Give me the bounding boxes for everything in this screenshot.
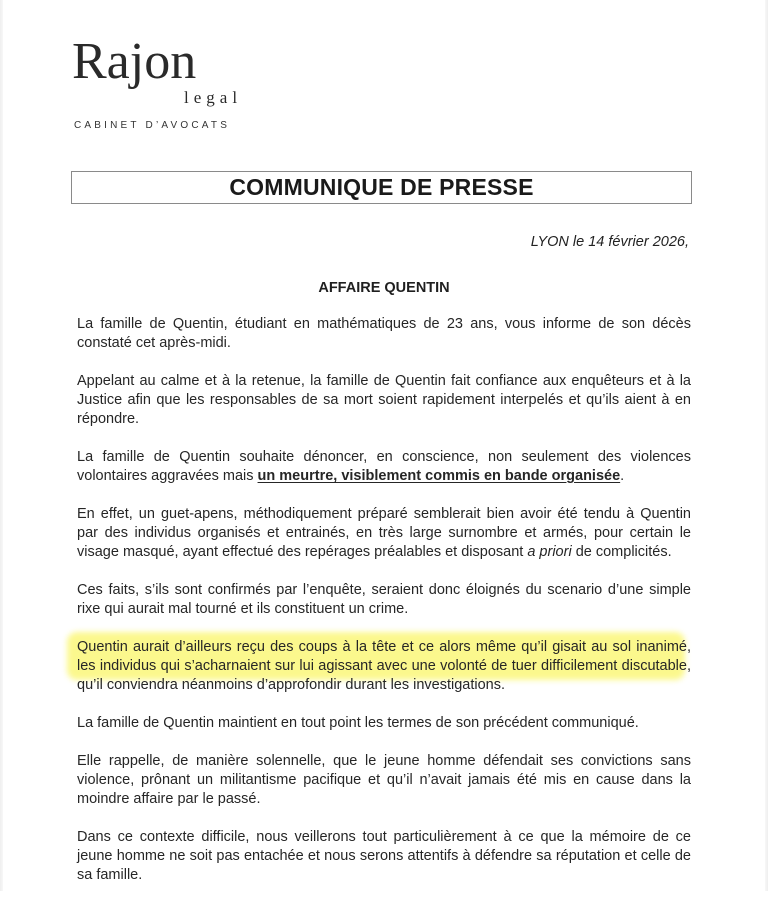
emphasized-phrase: un meurtre, visiblement commis en bande organisée [257, 468, 621, 484]
paragraph-6-highlighted [77, 638, 691, 695]
italic-phrase: a priori [527, 544, 572, 560]
paragraph-3-end: . [620, 468, 625, 484]
document-title-box [71, 171, 692, 204]
document-body [77, 315, 691, 904]
paragraph-9: Dans ce contexte difficile, nous veillerons tout particulièrement à ce que la mémoire de ce jeune homme ne soit pas entachée et nous serons attentifs à défendre sa réputation et celle de sa famille. [77, 829, 691, 883]
paragraph-3-text: La famille de Quentin souhaite dénoncer, en conscience, non seulement des violences volontaires aggravées mais [77, 449, 691, 484]
paragraph-6-text: Quentin aurait d’ailleurs reçu des coups à la tête et ce alors même qu’il gisait au sol inanimé, les individus qui s’acharnaient sur lui agissant avec une volonté de tuer difficilement discutable, qu’il conviendra néanmoins d’approfondir durant les investigations. [77, 639, 691, 693]
paragraph-1: La famille de Quentin, étudiant en mathématiques de 23 ans, vous informe de son décès constaté cet après-midi. [77, 316, 691, 351]
paragraph-7: La famille de Quentin maintient en tout point les termes de son précédent communiqué. [77, 715, 639, 731]
paragraph-2: Appelant au calme et à la retenue, la famille de Quentin fait confiance aux enquêteurs et à la Justice afin que les responsables de sa mort soient rapidement interpelés et qu’ils aient à en répondre. [77, 373, 691, 427]
logo-tagline: CABINET D’AVOCATS [74, 120, 231, 131]
firm-logo [72, 33, 243, 131]
paragraph-4-end: de complicités. [571, 544, 672, 560]
paragraph-4-text: En effet, un guet-apens, méthodiquement préparé semblerait bien avoir été tendu à Quentin par des individus organisés et entrainés, en très large surnombre et armés, pour certain le visage masqué, ayant effectué des repérages préalables et disposant [77, 506, 691, 560]
subject-heading: AFFAIRE QUENTIN [318, 280, 450, 296]
dateline: LYON le 14 février 2026, [530, 234, 689, 250]
paragraph-4 [77, 505, 691, 562]
logo-name: Rajon [72, 33, 197, 90]
paragraph-8: Elle rappelle, de manière solennelle, que le jeune homme défendait ses convictions sans violence, prônant un militantisme pacifique et qu’il n’avait jamais été mis en cause dans la moindre affaire par le passé. [77, 753, 691, 807]
paragraph-5: Ces faits, s’ils sont confirmés par l’enquête, seraient donc éloignés du scenario d’une simple rixe qui aurait mal tourné et ils constituent un crime. [77, 582, 691, 617]
page-edge-left [0, 0, 3, 891]
logo-subtitle: legal [184, 88, 243, 107]
paragraph-3 [77, 448, 691, 486]
document-title: COMMUNIQUE DE PRESSE [229, 174, 534, 200]
